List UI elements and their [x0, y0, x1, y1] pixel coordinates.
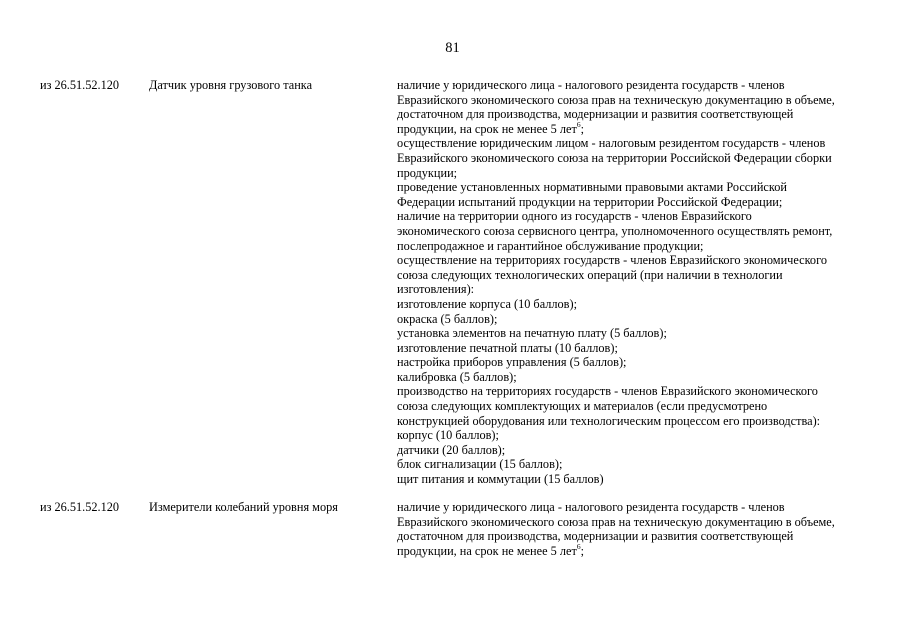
requirements-text	[397, 500, 877, 558]
requirement-line: настройка приборов управления (5 баллов);	[397, 355, 627, 370]
requirement-line: союза следующих комплектующих и материалов (если предусмотрено	[397, 399, 768, 414]
requirement-line: блок сигнализации (15 баллов);	[397, 457, 563, 472]
product-name: Датчик уровня грузового танка	[149, 78, 313, 92]
requirement-line: наличие у юридического лица - налогового резидента государств - членов	[397, 78, 785, 92]
requirement-line: достаточном для производства, модернизации и развития соответствующей	[397, 529, 794, 544]
requirement-line: щит питания и коммутации (15 баллов)	[397, 472, 604, 487]
requirement-line: союза следующих технологических операций (при наличии в технологии	[397, 267, 783, 282]
requirement-line: продукции, на срок не менее 5 лет$^6$;	[397, 541, 584, 558]
requirement-line: установка элементов на печатную плату (5 баллов);	[397, 326, 667, 341]
requirement-line: проведение установленных нормативными правовыми актами Российской	[397, 180, 787, 195]
footnote-mark: 6	[576, 541, 581, 551]
requirement-line: послепродажное и гарантийное обслуживание продукции;	[397, 238, 704, 253]
product-name: Измерители колебаний уровня моря	[149, 500, 338, 514]
requirement-line: конструкцией оборудования или технологическим процессом его производства):	[397, 413, 821, 428]
requirement-line: осуществление на территориях государств - членов Евразийского экономического	[397, 253, 827, 268]
requirement-line: достаточном для производства, модернизации и развития соответствующей	[397, 107, 794, 122]
requirement-line: наличие у юридического лица - налогового резидента государств - членов	[397, 500, 785, 514]
requirement-line: датчики (20 баллов);	[397, 442, 506, 457]
requirements-text	[397, 78, 877, 487]
requirement-line: корпус (10 баллов);	[397, 428, 499, 443]
requirement-line: производство на территориях государств - членов Евразийского экономического	[397, 384, 818, 399]
requirement-line: изготовления):	[397, 282, 475, 297]
requirement-line: Евразийского экономического союза на территории Российской Федерации сборки	[397, 150, 832, 165]
requirement-line: Федерации испытаний продукции на территории Российской Федерации;	[397, 194, 783, 209]
product-code: из 26.51.52.120	[40, 78, 120, 92]
requirement-line: Евразийского экономического союза прав на техническую документацию в объеме,	[397, 92, 835, 107]
requirement-line: продукции;	[397, 165, 458, 180]
product-code: из 26.51.52.120	[40, 500, 120, 514]
requirement-line: окраска (5 баллов);	[397, 311, 498, 326]
requirement-line: осуществление юридическим лицом - налоговым резидентом государств - членов	[397, 136, 826, 151]
requirement-line: Евразийского экономического союза прав на техническую документацию в объеме,	[397, 514, 835, 529]
page-number: 81	[445, 40, 460, 56]
requirement-line: изготовление печатной платы (10 баллов);	[397, 340, 618, 355]
requirement-line: калибровка (5 баллов);	[397, 369, 517, 384]
requirement-line: изготовление корпуса (10 баллов);	[397, 296, 577, 311]
footnote-mark: 6	[576, 119, 581, 129]
requirement-line: наличие на территории одного из государств - членов Евразийского	[397, 209, 752, 224]
requirement-line: экономического союза сервисного центра, уполномоченного осуществлять ремонт,	[397, 223, 833, 238]
requirement-line: продукции, на срок не менее 5 лет$^6$;	[397, 119, 584, 136]
